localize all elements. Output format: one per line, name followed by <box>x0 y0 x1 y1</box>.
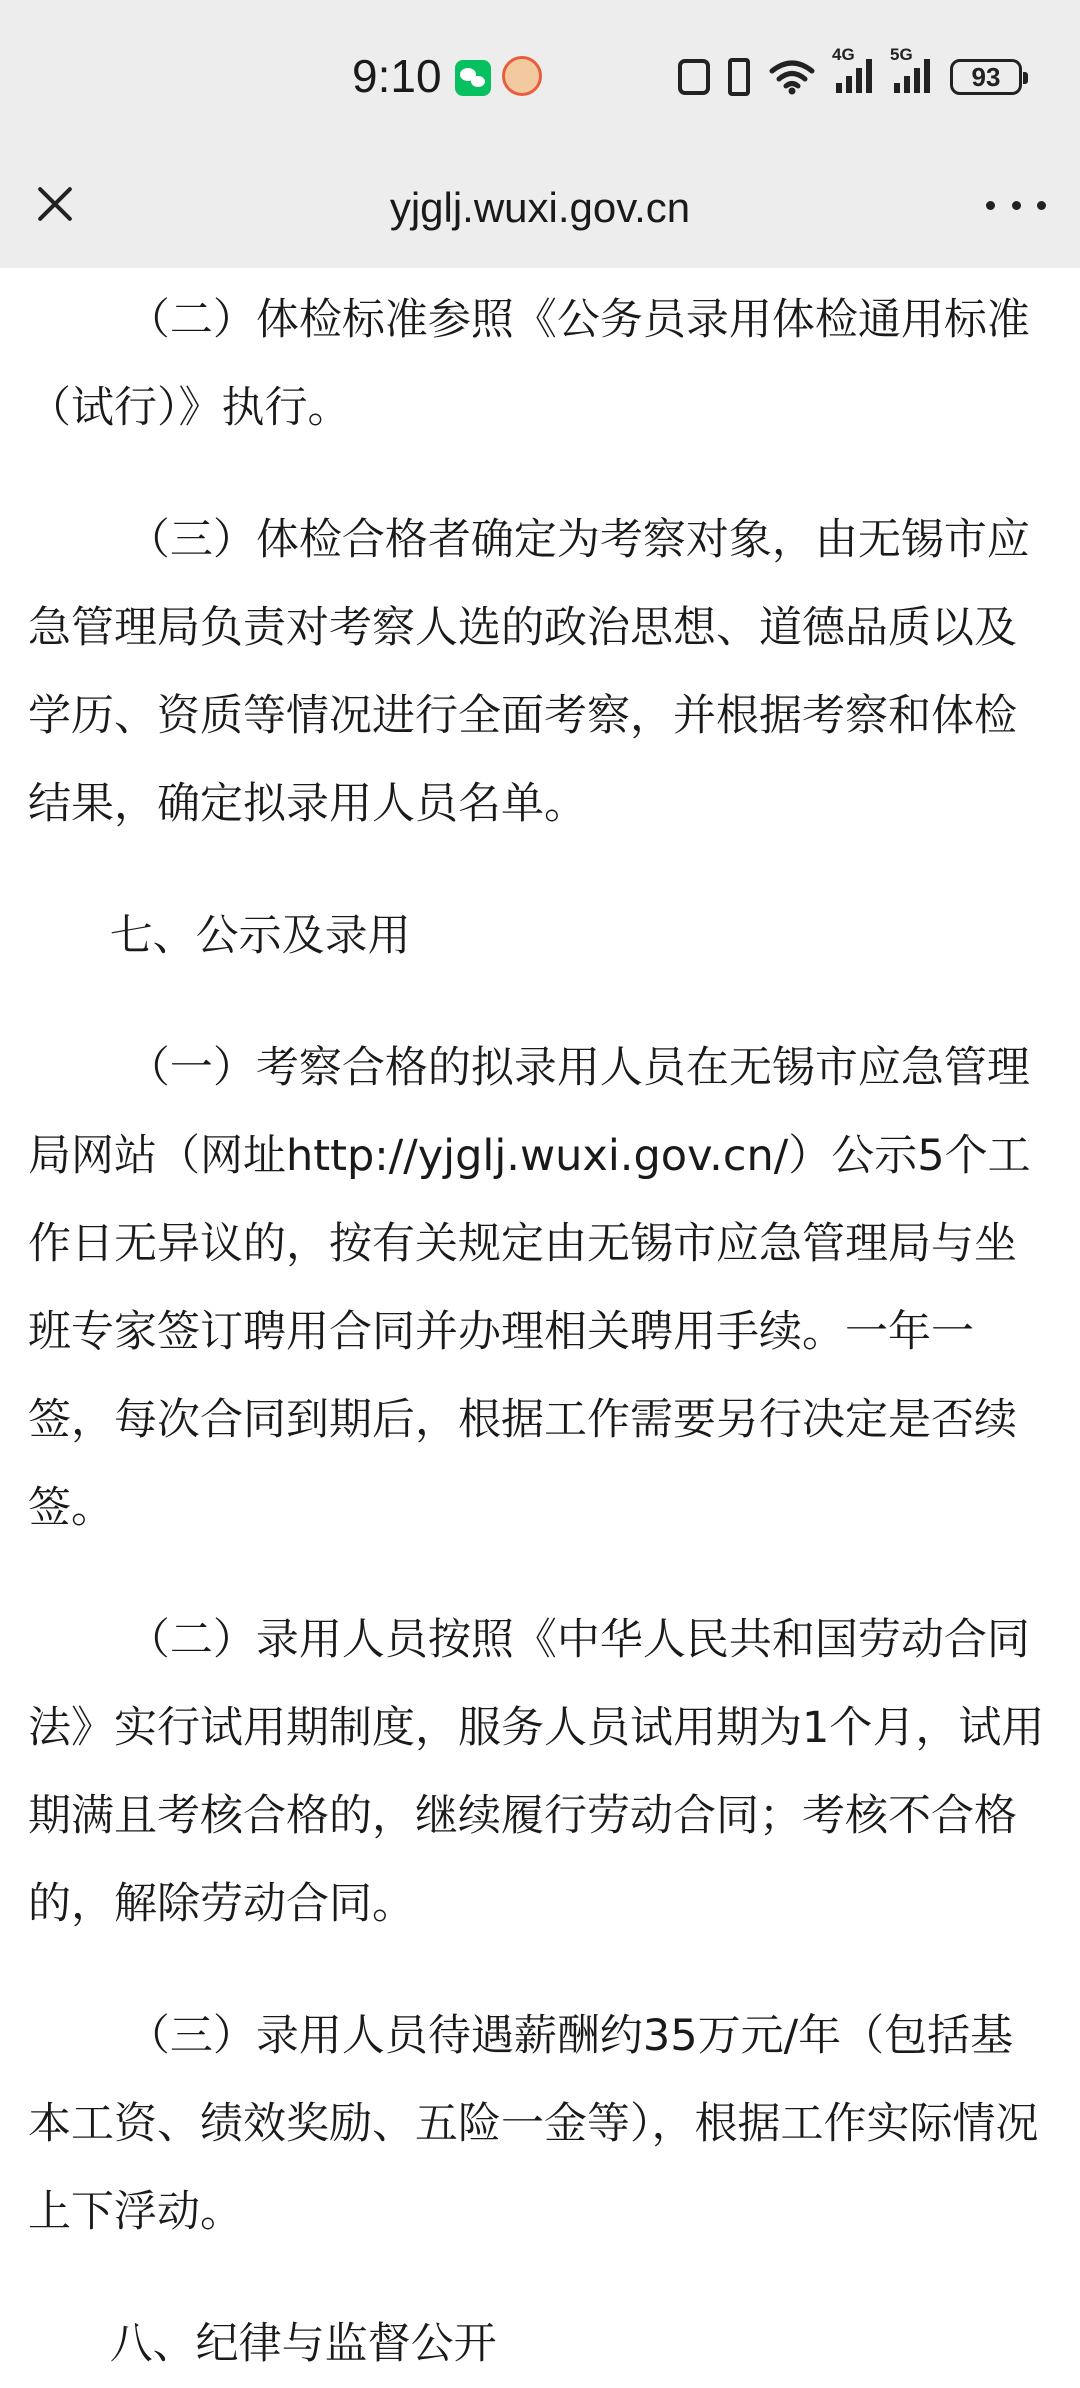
battery-icon <box>950 59 1022 95</box>
status-bar <box>0 0 1080 150</box>
article-body[interactable] <box>28 276 1052 2388</box>
paragraph: （二）录用人员按照《中华人民共和国劳动合同法》实行试用期制度，服务人员试用期为1个月，试用期满且考核合格的，继续履行劳动合同；考核不合格的，解除劳动合同。 <box>28 1615 1045 1929</box>
status-time: 9:10 <box>352 50 442 102</box>
paragraph: （三）体检合格者确定为考察对象，由无锡市应急管理局负责对考察人选的政治思想、道德品质以及学历、资质等情况进行全面考察，并根据考察和体检结果，确定拟录用人员名单。 <box>28 515 1030 829</box>
paragraph: （二）体检标准参照《公务员录用体检通用标准（试行）》执行。 <box>28 295 1030 433</box>
section-heading: 七、公示及录用 <box>109 911 411 961</box>
dot-icon <box>1037 201 1046 210</box>
signal-5g <box>890 45 932 97</box>
status-indicators <box>678 45 1022 102</box>
section-heading: 八、纪律与监督公开 <box>109 2319 497 2369</box>
network-4g-label: 4G <box>832 45 855 64</box>
wechat-notification-icon <box>455 60 491 96</box>
dot-icon <box>1012 201 1021 210</box>
wifi-icon <box>768 59 816 95</box>
paragraph: （三）录用人员待遇薪酬约35万元/年（包括基本工资、绩效奖励、五险一金等），根据工作实际情况上下浮动。 <box>28 2011 1039 2237</box>
page-url[interactable]: yjglj.wuxi.gov.cn <box>389 184 691 231</box>
browser-toolbar <box>0 150 1080 268</box>
network-5g-label: 5G <box>890 45 913 64</box>
more-options-icon[interactable] <box>986 182 1046 228</box>
nfc-icon <box>678 59 710 95</box>
dot-icon <box>986 201 995 210</box>
signal-4g <box>832 45 874 97</box>
battery-level: 93 <box>971 62 1001 92</box>
paragraph: （一）考察合格的拟录用人员在无锡市应急管理局网站（网址http://yjglj.wuxi.gov.cn/）公示5个工作日无异议的，按有关规定由无锡市应急管理局与坐班专家签订聘用合同并办理相关聘用手续。一年一签，每次合同到期后，根据工作需要另行决定是否续签。 <box>28 1043 1031 1533</box>
vibrate-icon <box>728 58 750 96</box>
app-notification-icon <box>502 56 542 96</box>
